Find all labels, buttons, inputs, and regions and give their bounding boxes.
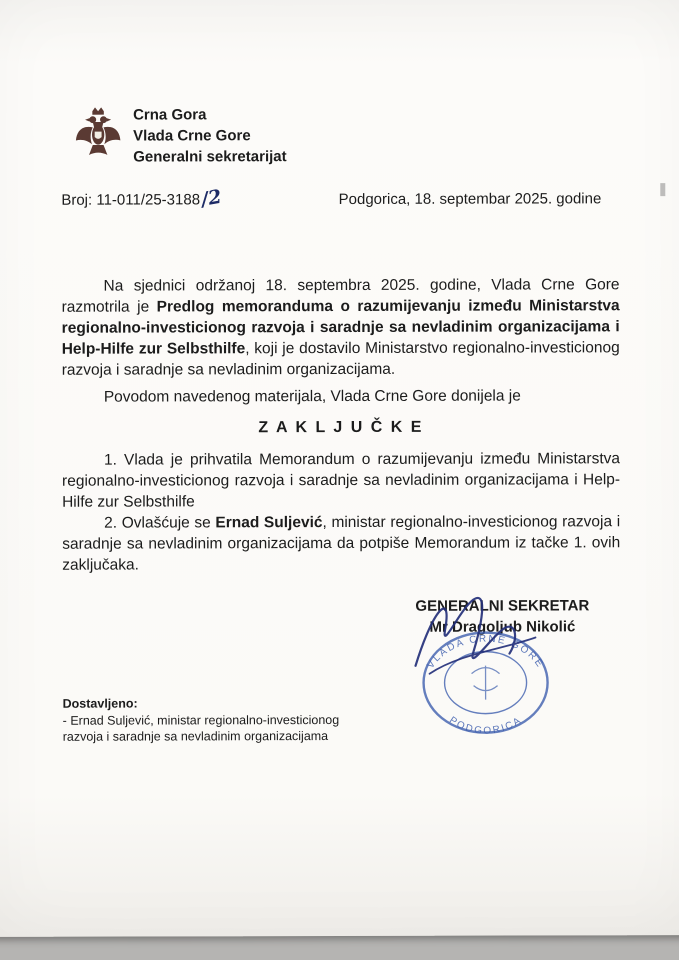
conclusions-heading: Z A K L J U Č K E	[258, 418, 424, 437]
org-secretariat: Generalni sekretarijat	[133, 148, 287, 166]
delivery-label: Dostavljeno:	[62, 696, 138, 711]
place-and-date: Podgorica, 18. septembar 2025. godine	[338, 190, 602, 209]
signatory-title: GENERALNI SEKRETAR	[415, 597, 590, 615]
delivery-section	[63, 695, 368, 745]
org-government: Vlada Crne Gore	[133, 127, 251, 145]
item-2-text: 2. Ovlašćuje se	[104, 514, 216, 532]
montenegro-coat-of-arms-icon	[75, 105, 121, 165]
document-number	[61, 187, 221, 209]
paragraph-1-text: Na sjednici održanoj 18. septembra 2025. godine, Vlada Crne Gore razmotrila je	[61, 276, 620, 316]
letterhead	[75, 0, 641, 168]
item-2-bold-name: Ernad Suljević	[215, 514, 323, 532]
meta-row	[61, 184, 641, 210]
body-paragraph-1	[62, 274, 620, 380]
signatory-name: Mr Dragoljub Nikolić	[429, 618, 576, 636]
stamp-text-bottom: PODGORICA	[447, 714, 525, 737]
paragraph-1-text-end: , koji je dostavilo Ministarstvo regionalno-investicionog razvoja i saradnje sa nevladinim organizacijama.	[61, 339, 620, 379]
stamp-emblem	[472, 666, 500, 700]
delivery-recipient: - Ernad Suljević, ministar regionalno-investicionog razvoja i saradnje sa nevladinim organizacijama	[62, 713, 340, 744]
document-number-printed: Broj: 11-011/25-3188	[61, 191, 201, 209]
handwritten-number-suffix: /2	[199, 185, 223, 211]
official-stamp	[385, 587, 585, 748]
conclusion-item-1: 1. Vlada je prihvatila Memorandum o razumijevanju između Ministarstva regionalno-investicionog razvoja i saradnje sa nevladinim organizacijama i Help-Hilfe zur Selbsthilfe	[62, 450, 621, 511]
item-2-text-end: , ministar regionalno-investicionog razvoja i saradnje sa nevladinim organizacijama da potpiše Memorandum iz tačke 1. ovih zaključaka.	[62, 513, 621, 574]
stamp-text-top: VLADA CRNE GORE	[425, 633, 546, 671]
scan-artifact	[660, 183, 665, 196]
letterhead-text	[133, 104, 287, 167]
body-paragraph-2: Povodom navedenog materijala, Vlada Crne Gore donijela je	[103, 387, 521, 406]
paragraph-1-bold-title: Predlog memoranduma o razumijevanju između Ministarstva regionalno-investicionog razvoja i saradnje sa nevladinim organizacijama i Help-Hilfe zur Selbsthilfe	[61, 297, 620, 358]
document-body	[62, 274, 643, 576]
conclusion-item-2	[62, 511, 620, 575]
org-country: Crna Gora	[133, 106, 207, 124]
